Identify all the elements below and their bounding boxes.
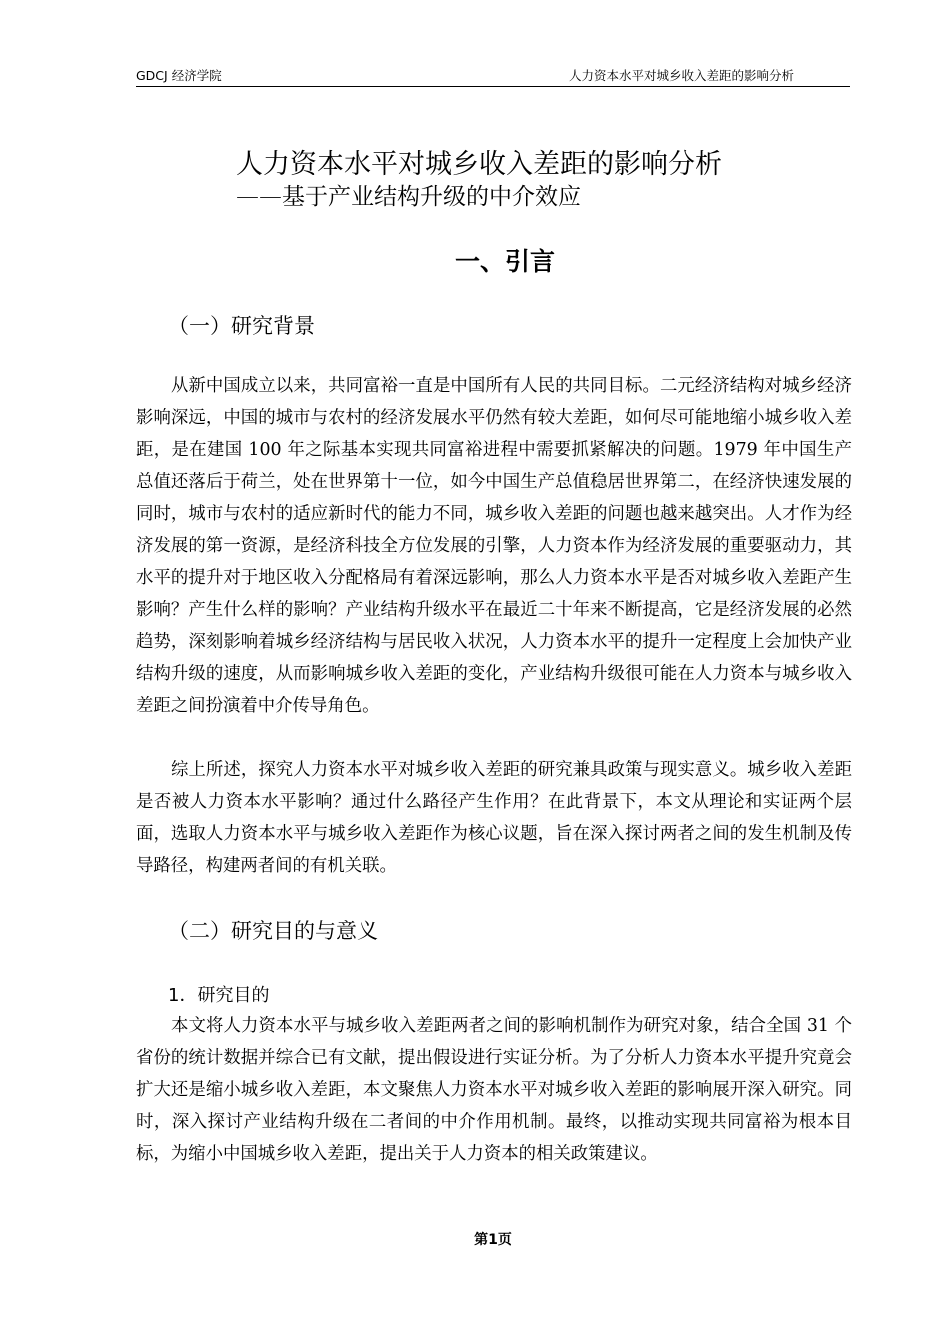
- subsection-heading-background: （一）研究背景: [168, 314, 315, 338]
- paragraph-background-2: 综上所述，探究人力资本水平对城乡收入差距的研究兼具政策与现实意义。城乡收入差距是否被人力资本水平影响？通过什么路径产生作用？在此背景下，本文从理论和实证两个层面，选取人力资本水平与城乡收入差距作为核心议题，旨在深入探讨两者之间的发生机制及传导路径，构建两者间的有机关联。: [136, 760, 852, 876]
- running-header: [136, 66, 850, 87]
- paper-title: 人力资本水平对城乡收入差距的影响分析: [236, 149, 722, 180]
- paragraph-research-purpose: 本文将人力资本水平与城乡收入差距两者之间的影响机制作为研究对象，结合全国 31 个省份的统计数据并综合已有文献，提出假设进行实证分析。为了分析人力资本水平提升究竟会扩大还是缩小城乡收入差距，本文聚焦人力资本水平对城乡收入差距的影响展开深入研究。同时，深入探讨产业结构升级在二者间的中介作用机制。最终，以推动实现共同富裕为根本目标，为缩小中国城乡收入差距，提出关于人力资本的相关政策建议。: [136, 1016, 852, 1164]
- page-number: 第1页: [474, 1232, 512, 1248]
- item-heading-research-purpose: 1．研究目的: [168, 985, 270, 1006]
- header-institution: GDCJ 经济学院: [136, 68, 222, 83]
- header-paper-title: 人力资本水平对城乡收入差距的影响分析: [568, 68, 794, 83]
- paper-subtitle: ——基于产业结构升级的中介效应: [236, 184, 581, 210]
- paragraph-background-1: 从新中国成立以来，共同富裕一直是中国所有人民的共同目标。二元经济结构对城乡经济影响深远，中国的城市与农村的经济发展水平仍然有较大差距，如何尽可能地缩小城乡收入差距，是在建国 100 年之际基本实现共同富裕进程中需要抓紧解决的问题。1979 年中国生产总值还落后于荷兰，处在世界第十一位，如今中国生产总值稳居世界第二，在经济快速发展的同时，城市与农村的适应新时代的能力不同，城乡收入差距的问题也越来越突出。人才作为经济发展的第一资源，是经济科技全方位发展的引擎，人力资本作为经济发展的重要驱动力，其水平的提升对于地区收入分配格局有着深远影响，那么人力资本水平是否对城乡收入差距产生影响？产生什么样的影响？产业结构升级水平在最近二十年来不断提高，它是经济发展的必然趋势，深刻影响着城乡经济结构与居民收入状况，人力资本水平的提升一定程度上会加快产业结构升级的速度，从而影响城乡收入差距的变化，产业结构升级很可能在人力资本与城乡收入差距之间扮演着中介传导角色。: [136, 376, 852, 716]
- subsection-heading-purpose: （二）研究目的与意义: [168, 919, 378, 943]
- section-heading-introduction: 一、引言: [454, 247, 555, 276]
